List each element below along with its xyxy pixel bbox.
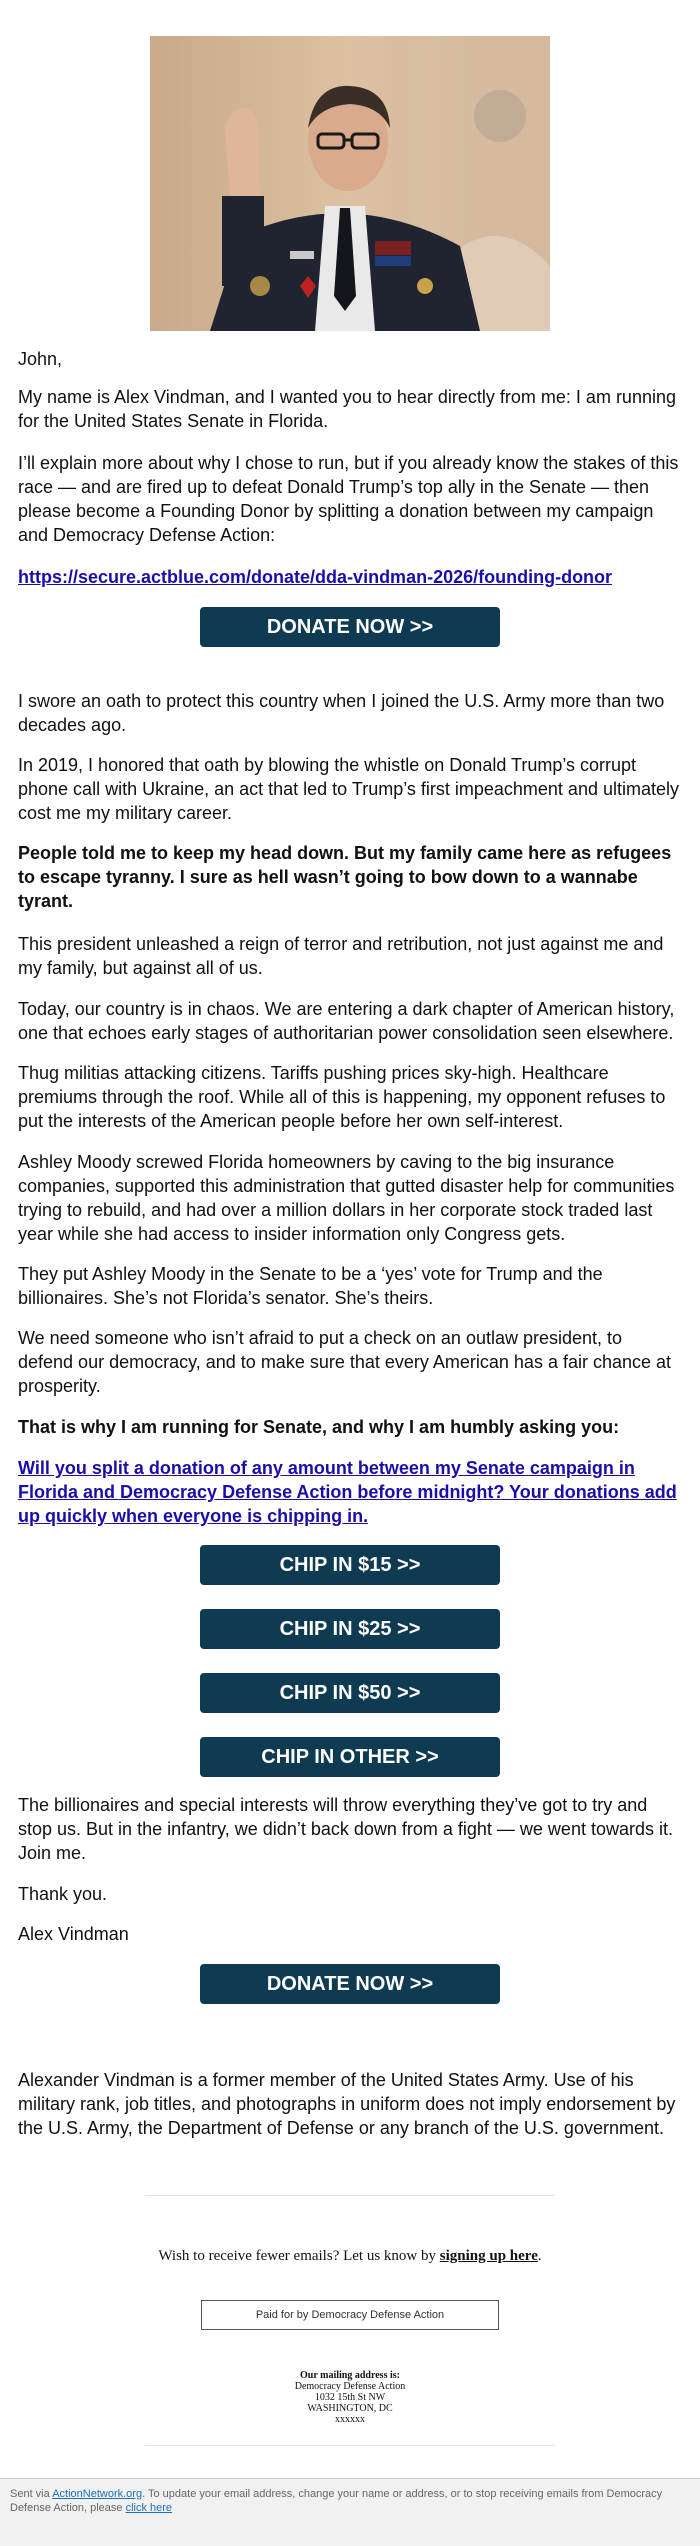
split-donation-link[interactable]: Will you split a donation of any amount between my Senate campaign in Florida and Democracy Defense Action before midnight? Your donations add up quickly when everyone is chipping in. [18, 1458, 677, 1526]
actionnetwork-link[interactable]: ActionNetwork.org [52, 2488, 143, 2500]
paid-for-box: Paid for by Democracy Defense Action [201, 2300, 499, 2330]
fewer-emails-line [0, 2248, 700, 2265]
chip-in-15-button[interactable]: CHIP IN $15 >> [200, 1545, 500, 1585]
paragraph-whistle: In 2019, I honored that oath by blowing the whistle on Donald Trump’s corrupt phone call with Ukraine, an act that led to Trump’s first impeachment and ultimately cost me my military career. [18, 755, 679, 823]
address-line-2: 1032 15th St NW [314, 2392, 386, 2403]
greeting: John, [18, 349, 63, 369]
address-line-4: xxxxxx [335, 2414, 365, 2425]
thank-you: Thank you. [18, 1884, 108, 1904]
signing-up-here-link[interactable]: signing up here [439, 2248, 538, 2264]
hero-photo [150, 36, 550, 331]
sent-via-footer [0, 2478, 700, 2546]
address-label: Our mailing address is: [300, 2370, 400, 2381]
mailing-address [0, 2370, 700, 2425]
paragraph-moody: Ashley Moody screwed Florida homeowners by caving to the big insurance companies, supported this administration that gutted disaster help for communities trying to rebuild, and had over a million dollars in her corporate stock traded last year while she had access to insider information only Congress gets. [18, 1152, 675, 1244]
paragraph-founding-donor: I’ll explain more about why I chose to run, but if you already know the stakes of this race — and are fired up to defeat Donald Trump’s top ally in the Senate — then please become a Founding Donor by splitting a donation between my campaign and Democracy Defense Action: [18, 453, 679, 545]
address-line-3: WASHINGTON, DC [307, 2403, 393, 2414]
paragraph-need-someone: We need someone who isn’t afraid to put a check on an outlaw president, to defend our democracy, and to make sure that every American has a fair chance at prosperity. [18, 1328, 672, 1396]
divider-bottom [145, 2445, 555, 2446]
paragraph-oath: I swore an oath to protect this country when I joined the U.S. Army more than two decades ago. [18, 691, 665, 735]
address-line-1: Democracy Defense Action [294, 2381, 406, 2392]
ask-link-paragraph [18, 1456, 682, 1528]
donate-link-paragraph [18, 565, 682, 589]
paragraph-asking: That is why I am running for Senate, and why I am humbly asking you: [18, 1417, 620, 1437]
paragraph-intro: My name is Alex Vindman, and I wanted you to hear directly from me: I am running for the United States Senate in Florida. [18, 387, 676, 431]
click-here-link[interactable]: click here [125, 2502, 173, 2514]
fewer-emails-text: Wish to receive fewer emails? Let us know by [158, 2248, 440, 2264]
paragraph-yes-vote: They put Ashley Moody in the Senate to be a ‘yes’ vote for Trump and the billionaires. She’s not Florida’s senator. She’s theirs. [18, 1264, 603, 1308]
donate-url-link[interactable]: https://secure.actblue.com/donate/dda-vindman-2026/founding-donor [18, 567, 613, 587]
paragraph-chaos: Today, our country is in chaos. We are entering a dark chapter of American history, one that echoes early stages of authoritarian power consolidation seen elsewhere. [18, 999, 675, 1043]
hero-photo-illustration [150, 36, 550, 331]
paragraph-reign: This president unleashed a reign of terror and retribution, not just against me and my family, but against all of us. [18, 934, 664, 978]
chip-in-25-button[interactable]: CHIP IN $25 >> [200, 1609, 500, 1649]
fewer-emails-end: . [537, 2248, 542, 2264]
chip-in-other-button[interactable]: CHIP IN OTHER >> [200, 1737, 500, 1777]
footer-rest-text: . To update your email address, change your name or address, or to stop receiving emails from Democracy Defense Action, please [10, 2488, 663, 2514]
paragraph-militias: Thug militias attacking citizens. Tariffs pushing prices sky-high. Healthcare premiums through the roof. While all of this is happening, my opponent refuses to put the interests of the American people before her own self-interest. [18, 1063, 666, 1131]
chip-in-50-button[interactable]: CHIP IN $50 >> [200, 1673, 500, 1713]
donate-now-button-top[interactable]: DONATE NOW >> [200, 607, 500, 647]
sent-via-text: Sent via [10, 2488, 53, 2500]
divider-top [145, 2195, 555, 2196]
disclaimer: Alexander Vindman is a former member of the United States Army. Use of his military rank, job titles, and photographs in uniform does not imply endorsement by the U.S. Army, the Department of Defense or any branch of the U.S. government. [18, 2070, 676, 2138]
paragraph-refugees: People told me to keep my head down. But my family came here as refugees to escape tyranny. I sure as hell wasn’t going to bow down to a wannabe tyrant. [18, 843, 672, 911]
paragraph-billionaires: The billionaires and special interests will throw everything they’ve got to try and stop us. But in the infantry, we didn’t back down from a fight — we went towards it. Join me. [18, 1795, 673, 1863]
donate-now-button-bottom[interactable]: DONATE NOW >> [200, 1964, 500, 2004]
signature: Alex Vindman [18, 1924, 129, 1944]
